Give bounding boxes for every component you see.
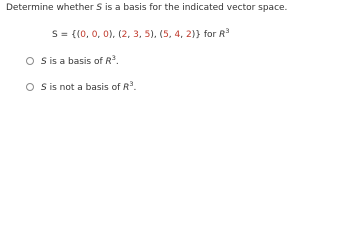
vector-3-x: 5: [163, 30, 169, 40]
question-suffix: is a basis for the indicated vector space.: [102, 3, 288, 13]
vector-2-z: 5: [144, 30, 151, 40]
vector-2-y: 3: [133, 30, 139, 40]
vector-3-z: 2: [186, 30, 192, 40]
radio-is-not-basis[interactable]: [26, 83, 34, 91]
question-text: [6, 3, 287, 13]
vector-1-z: 0: [103, 30, 109, 40]
option-is-not-basis-end: .: [133, 83, 137, 93]
set-lhs: S = {(: [52, 30, 81, 40]
option-is-not-basis[interactable]: [26, 80, 136, 93]
vector-3-y: 4: [174, 30, 181, 40]
vector-1-x: 0: [80, 30, 86, 40]
option-is-not-basis-space: R: [123, 83, 130, 93]
set-symbol: S: [96, 3, 103, 13]
option-is-basis-label: [41, 54, 119, 67]
vector-space-exponent: 3: [225, 27, 230, 35]
vector-2-x: 2: [121, 30, 128, 40]
option-is-basis[interactable]: [26, 54, 119, 67]
option-is-not-basis-space-exponent: 3: [129, 80, 134, 88]
radio-is-basis[interactable]: [26, 57, 34, 65]
vector-1-y: 0: [91, 30, 98, 40]
option-is-not-basis-text: is not a basis of: [46, 83, 124, 93]
option-is-basis-space: R: [105, 57, 112, 67]
option-is-not-basis-label: [41, 80, 136, 93]
set-rhs: } for: [195, 30, 220, 40]
option-is-basis-end: .: [115, 57, 119, 67]
option-is-basis-space-exponent: 3: [111, 54, 116, 62]
option-is-not-basis-set-symbol: S: [41, 83, 47, 93]
vector-space: R: [219, 30, 226, 40]
set-definition: S = {(0, 0, 0), (2, 3, 5), (5, 4, 2)} for $R^3$: [52, 27, 230, 40]
option-is-basis-set-symbol: S: [41, 57, 47, 67]
option-is-basis-text: is a basis of: [46, 57, 106, 67]
question-prefix: Determine whether: [6, 3, 97, 13]
